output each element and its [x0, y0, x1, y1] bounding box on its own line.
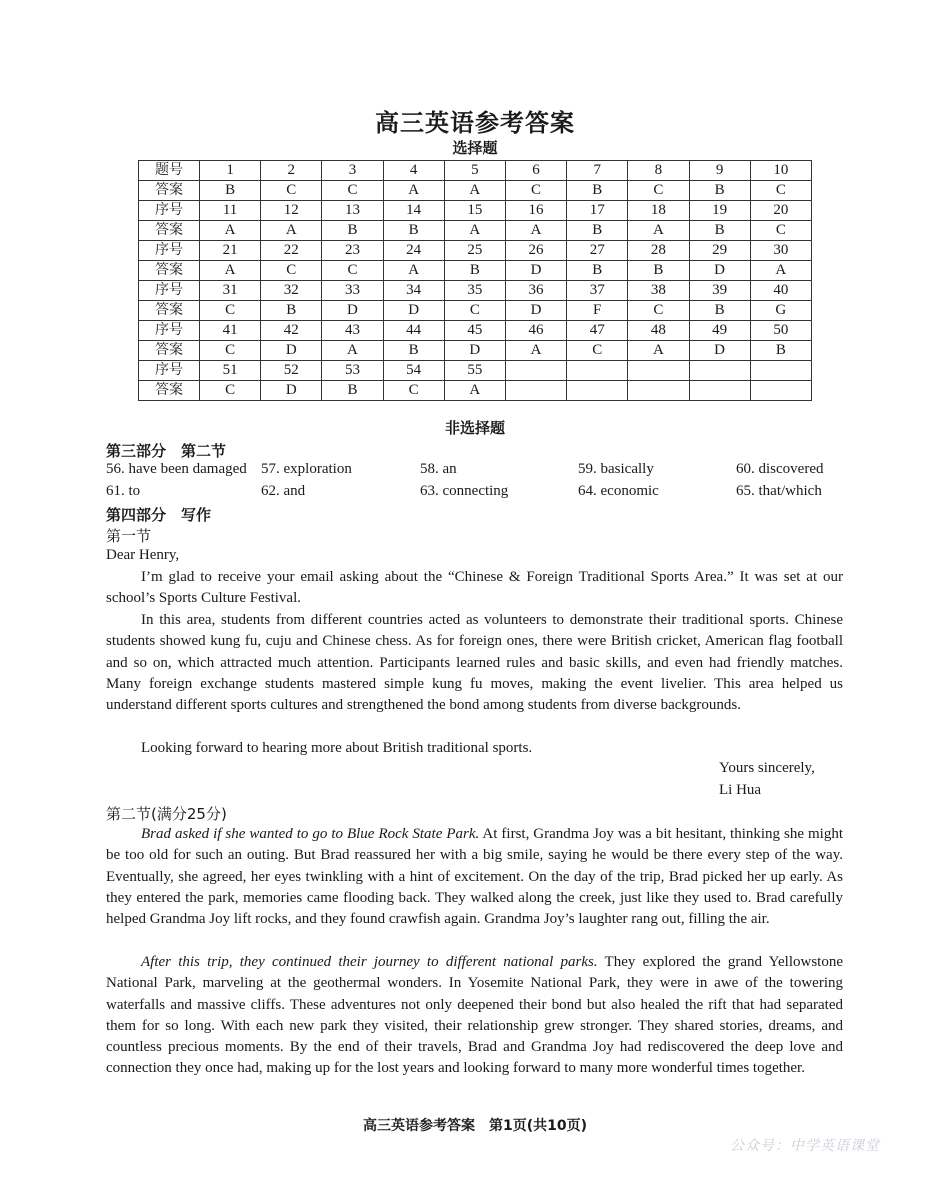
answer-cell: 8 [628, 161, 689, 181]
story-text-1: At first, Grandma Joy was a bit hesitant, thinking she might be too old for such an outing. But Brad reassured her with a big smile, saying he would be there every step of the way. Eventually, she agreed, her eyes twinkling with a hint of excitement. On the day of the trip, Brad picked her up early. As they entered the park, memories came flooding back. They walked along the creek, just like they used to. Brad carefully helped Grandma Joy lift rocks, and they found crawfish again. Grandma Joy’s laughter rang out, filling the air. [106, 826, 843, 928]
answer-cell: B [200, 181, 261, 201]
answer-cell: B [322, 221, 383, 241]
answer-cell: B [567, 181, 628, 201]
answer-cell: C [750, 221, 811, 241]
answer-cell: A [505, 341, 566, 361]
answer-cell: B [322, 381, 383, 401]
answer-table-row [139, 181, 812, 201]
story-prompt-1: Brad asked if she wanted to go to Blue Rock State Park. [141, 826, 480, 842]
answer-cell: B [261, 301, 322, 321]
answer-cell: 7 [567, 161, 628, 181]
answer-cell: 49 [689, 321, 750, 341]
answer-cell: A [505, 221, 566, 241]
answer-cell: A [261, 221, 322, 241]
answer-cell: C [261, 261, 322, 281]
fill-answer: 64. economic [578, 483, 659, 499]
story-paragraph-2 [106, 952, 843, 1080]
letter-paragraph-1: I’m glad to receive your email asking about the “Chinese & Foreign Traditional Sports Area.” It was set at our school’s Sports Culture Festival. [106, 569, 843, 607]
answer-cell: 55 [444, 361, 505, 381]
answer-cell: A [322, 341, 383, 361]
answer-cell: C [200, 341, 261, 361]
answer-table-row [139, 341, 812, 361]
answer-cell: 29 [689, 241, 750, 261]
answer-cell: 20 [750, 201, 811, 221]
answer-cell: 40 [750, 281, 811, 301]
answer-cell [505, 381, 566, 401]
answer-cell [628, 381, 689, 401]
answer-cell: C [628, 301, 689, 321]
answer-cell: 46 [505, 321, 566, 341]
answer-cell: C [261, 181, 322, 201]
letter-closing: Yours sincerely, [719, 760, 815, 776]
watermark: 公众号：中学英语课堂 [730, 1138, 880, 1154]
row-label: 序号 [139, 241, 200, 261]
letter-greeting: Dear Henry, [106, 547, 180, 563]
page-title: 高三英语参考答案 [375, 108, 575, 137]
answer-cell: 10 [750, 161, 811, 181]
answer-cell [567, 381, 628, 401]
answer-cell: 26 [505, 241, 566, 261]
part4-heading: 第四部分 写作 [106, 506, 212, 524]
answer-cell: 54 [383, 361, 444, 381]
answer-table-row [139, 201, 812, 221]
answer-cell: 41 [200, 321, 261, 341]
row-label: 答案 [139, 261, 200, 281]
fill-answer: 57. exploration [261, 461, 352, 477]
story-prompt-2: After this trip, they continued their journey to different national parks. [141, 954, 598, 970]
answer-cell: 34 [383, 281, 444, 301]
answer-cell: B [628, 261, 689, 281]
answer-cell: B [689, 181, 750, 201]
answer-table-row [139, 241, 812, 261]
answer-cell: 37 [567, 281, 628, 301]
answer-cell [689, 361, 750, 381]
answer-cell: 32 [261, 281, 322, 301]
answer-cell: F [567, 301, 628, 321]
fill-answer: 63. connecting [420, 483, 509, 499]
answer-cell: 2 [261, 161, 322, 181]
answer-cell [628, 361, 689, 381]
answer-cell: A [444, 221, 505, 241]
answer-cell: 5 [444, 161, 505, 181]
answer-cell: 23 [322, 241, 383, 261]
answer-cell: 11 [200, 201, 261, 221]
page-footer: 高三英语参考答案 第1页(共10页) [362, 1118, 588, 1134]
fill-answers-row-2 [106, 483, 846, 503]
answer-cell: 42 [261, 321, 322, 341]
answer-cell [750, 361, 811, 381]
answer-cell: C [200, 381, 261, 401]
answer-cell: D [689, 341, 750, 361]
answer-cell: C [567, 341, 628, 361]
answer-cell: C [750, 181, 811, 201]
answer-cell: A [383, 181, 444, 201]
answer-cell: D [505, 261, 566, 281]
answer-cell: C [322, 261, 383, 281]
answer-cell: 14 [383, 201, 444, 221]
choice-section-title: 选择题 [452, 139, 498, 157]
row-label: 序号 [139, 321, 200, 341]
story-paragraph-1 [106, 824, 843, 930]
answer-table-row [139, 361, 812, 381]
answer-cell: C [628, 181, 689, 201]
answer-cell: 12 [261, 201, 322, 221]
answer-cell: B [444, 261, 505, 281]
answer-cell: 30 [750, 241, 811, 261]
part4-section1-label: 第一节 [106, 527, 152, 545]
answer-cell: 13 [322, 201, 383, 221]
fill-answer: 61. to [106, 483, 141, 499]
answer-table-row [139, 281, 812, 301]
row-label: 答案 [139, 221, 200, 241]
answer-cell: 33 [322, 281, 383, 301]
answer-cell: 4 [383, 161, 444, 181]
row-label: 答案 [139, 301, 200, 321]
answer-cell: 25 [444, 241, 505, 261]
fill-answer: 59. basically [578, 461, 654, 477]
answer-cell: B [750, 341, 811, 361]
row-label: 答案 [139, 341, 200, 361]
answer-cell: D [322, 301, 383, 321]
fill-answer: 58. an [420, 461, 457, 477]
answer-cell: A [383, 261, 444, 281]
answer-cell: C [505, 181, 566, 201]
answer-table-row [139, 321, 812, 341]
answer-cell: 31 [200, 281, 261, 301]
answer-cell: C [200, 301, 261, 321]
answer-cell: 27 [567, 241, 628, 261]
answer-cell: B [383, 221, 444, 241]
answer-cell: A [750, 261, 811, 281]
answer-cell: C [322, 181, 383, 201]
story-text-2: They explored the grand Yellowstone National Park, marveling at the geothermal wonders. In Yosemite National Park, they were in awe of the towering waterfalls and massive cliffs. These adventures not only deepened their bond but also healed the rift that had separated them for so long. With each new park they visited, their relationship grew stronger. They shared stories, dreams, and countless precious moments. By the end of their travels, Brad and Grandma Joy had rediscovered the deep love and connection they once had, making up for the lost years and looking forward to many more wonderful times together. [106, 954, 843, 1077]
fill-answer: 65. that/which [736, 483, 822, 499]
answer-cell: 18 [628, 201, 689, 221]
letter-paragraph-2: In this area, students from different countries acted as volunteers to demonstrate their traditional sports. Chinese students showed kung fu, cuju and Chinese chess. As for foreign ones, there were British cricket, American flag football and so on, which attracted much attention. Participants learned rules and basic skills, and even had friendly matches. Many foreign exchange students mastered simple kung fu moves, making the event livelier. This area helped us understand different sports cultures and strengthened the bond among students from diverse backgrounds. [106, 612, 843, 714]
answer-cell: 50 [750, 321, 811, 341]
answer-cell [689, 381, 750, 401]
answer-cell: 47 [567, 321, 628, 341]
answer-cell: 19 [689, 201, 750, 221]
answer-cell: 44 [383, 321, 444, 341]
answer-cell: 1 [200, 161, 261, 181]
answer-cell: 9 [689, 161, 750, 181]
answer-cell: 45 [444, 321, 505, 341]
row-label: 序号 [139, 281, 200, 301]
answer-cell: 3 [322, 161, 383, 181]
answer-cell: B [567, 221, 628, 241]
answer-cell: 28 [628, 241, 689, 261]
answer-table-row [139, 161, 812, 181]
answer-cell: B [689, 301, 750, 321]
letter-signature: Li Hua [719, 782, 762, 798]
fill-answer: 60. discovered [736, 461, 824, 477]
answer-cell: 22 [261, 241, 322, 261]
answer-cell: A [200, 221, 261, 241]
answer-cell: D [261, 381, 322, 401]
answer-cell: B [383, 341, 444, 361]
answer-cell: A [444, 381, 505, 401]
answer-cell: G [750, 301, 811, 321]
answer-cell: 38 [628, 281, 689, 301]
row-label: 题号 [139, 161, 200, 181]
answer-cell: 52 [261, 361, 322, 381]
answer-cell: D [689, 261, 750, 281]
letter-paragraph-3: Looking forward to hearing more about British traditional sports. [141, 740, 533, 756]
answer-table-row [139, 261, 812, 281]
answer-cell: B [567, 261, 628, 281]
fill-answer: 56. have been damaged [106, 461, 247, 477]
answer-table [138, 160, 812, 401]
row-label: 答案 [139, 381, 200, 401]
part4-section2-label: 第二节(满分25分) [106, 805, 227, 823]
answer-cell: 15 [444, 201, 505, 221]
answer-cell [505, 361, 566, 381]
answer-cell: 35 [444, 281, 505, 301]
answer-table-row [139, 301, 812, 321]
answer-cell: 51 [200, 361, 261, 381]
answer-cell: C [444, 301, 505, 321]
answer-cell: D [444, 341, 505, 361]
answer-cell: A [200, 261, 261, 281]
answer-cell: 24 [383, 241, 444, 261]
fill-answers-row-1 [106, 461, 846, 481]
answer-cell: B [689, 221, 750, 241]
answer-cell: A [628, 341, 689, 361]
answer-cell: A [628, 221, 689, 241]
row-label: 答案 [139, 181, 200, 201]
answer-cell: 21 [200, 241, 261, 261]
answer-cell [567, 361, 628, 381]
answer-cell: 39 [689, 281, 750, 301]
nonchoice-section-title: 非选择题 [444, 419, 505, 437]
answer-cell [750, 381, 811, 401]
answer-cell: 36 [505, 281, 566, 301]
answer-cell: 53 [322, 361, 383, 381]
row-label: 序号 [139, 361, 200, 381]
answer-cell: C [383, 381, 444, 401]
answer-cell: D [383, 301, 444, 321]
fill-answer: 62. and [261, 483, 306, 499]
answer-cell: 17 [567, 201, 628, 221]
answer-cell: D [261, 341, 322, 361]
answer-cell: 6 [505, 161, 566, 181]
answer-cell: 16 [505, 201, 566, 221]
answer-table-row [139, 221, 812, 241]
answer-cell: 43 [322, 321, 383, 341]
answer-cell: A [444, 181, 505, 201]
part3-heading: 第三部分 第二节 [106, 442, 227, 460]
answer-cell: 48 [628, 321, 689, 341]
row-label: 序号 [139, 201, 200, 221]
answer-table-row [139, 381, 812, 401]
answer-cell: D [505, 301, 566, 321]
